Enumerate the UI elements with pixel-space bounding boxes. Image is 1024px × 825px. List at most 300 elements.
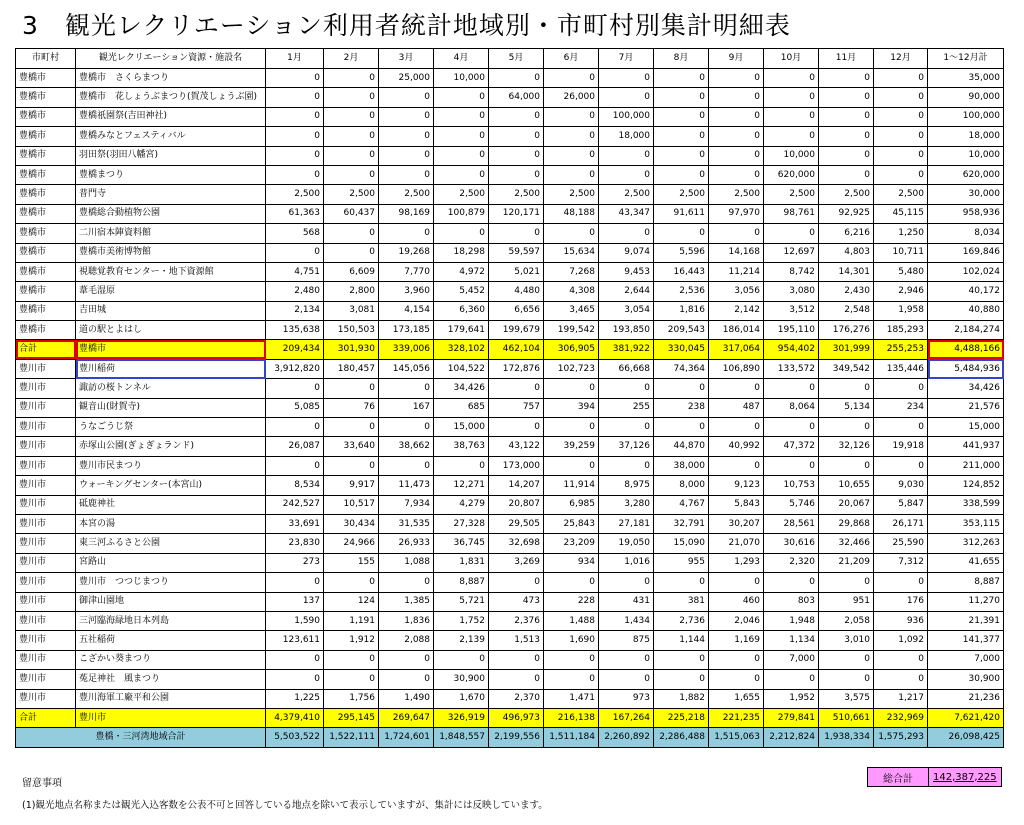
- month-value-cell: 242,527: [266, 495, 324, 514]
- month-value-cell: 10,000: [764, 146, 819, 165]
- month-value-cell: 91,611: [654, 204, 709, 223]
- annual-total-cell: 102,024: [928, 262, 1004, 281]
- column-header: 7月: [599, 49, 654, 69]
- month-value-cell: 462,104: [489, 340, 544, 359]
- month-value-cell: 510,661: [819, 708, 874, 727]
- month-value-cell: 26,087: [266, 437, 324, 456]
- month-value-cell: 0: [434, 456, 489, 475]
- facility-name-cell: 砥鹿神社: [76, 495, 266, 514]
- month-value-cell: 0: [379, 127, 434, 146]
- month-value-cell: 2,500: [709, 185, 764, 204]
- overall-total-box: [867, 767, 1002, 787]
- month-value-cell: 9,074: [599, 243, 654, 262]
- month-value-cell: 24,966: [324, 534, 379, 553]
- table-row: [16, 379, 1004, 398]
- table-row: [16, 534, 1004, 553]
- statistics-table: [15, 48, 1004, 748]
- month-value-cell: 301,930: [324, 340, 379, 359]
- month-value-cell: 0: [324, 165, 379, 184]
- month-value-cell: 38,662: [379, 437, 434, 456]
- annual-total-cell: 34,426: [928, 379, 1004, 398]
- city-cell: 豊橋市: [16, 165, 76, 184]
- month-value-cell: 255,253: [874, 340, 928, 359]
- month-value-cell: 0: [434, 146, 489, 165]
- month-value-cell: 185,293: [874, 321, 928, 340]
- city-cell: 豊橋市: [16, 262, 76, 281]
- month-value-cell: 0: [266, 243, 324, 262]
- city-cell: 豊橋市: [16, 107, 76, 126]
- month-value-cell: 0: [819, 650, 874, 669]
- table-row: [16, 650, 1004, 669]
- month-value-cell: 104,522: [434, 359, 489, 378]
- month-value-cell: 0: [324, 650, 379, 669]
- month-value-cell: 757: [489, 398, 544, 417]
- month-value-cell: 9,917: [324, 476, 379, 495]
- month-value-cell: 26,171: [874, 514, 928, 533]
- month-value-cell: 1,488: [544, 611, 599, 630]
- table-row: [16, 301, 1004, 320]
- city-cell: 豊橋市: [16, 69, 76, 88]
- month-value-cell: 32,126: [819, 437, 874, 456]
- month-value-cell: 26,000: [544, 88, 599, 107]
- month-value-cell: 0: [764, 456, 819, 475]
- city-cell: 豊橋市: [16, 301, 76, 320]
- annual-total-cell: 30,900: [928, 670, 1004, 689]
- grand-total-value: 2,199,556: [489, 728, 544, 747]
- month-value-cell: 0: [489, 127, 544, 146]
- month-value-cell: 18,000: [599, 127, 654, 146]
- month-value-cell: 7,268: [544, 262, 599, 281]
- city-cell: 豊川市: [16, 456, 76, 475]
- month-value-cell: 0: [654, 165, 709, 184]
- city-cell: 豊川市: [16, 379, 76, 398]
- month-value-cell: 180,457: [324, 359, 379, 378]
- month-value-cell: 5,746: [764, 495, 819, 514]
- month-value-cell: 167,264: [599, 708, 654, 727]
- table-row: [16, 553, 1004, 572]
- month-value-cell: 394: [544, 398, 599, 417]
- facility-name-cell: 豊橋みなとフェスティバル: [76, 127, 266, 146]
- month-value-cell: 0: [599, 88, 654, 107]
- month-value-cell: 176,276: [819, 321, 874, 340]
- month-value-cell: 0: [266, 165, 324, 184]
- month-value-cell: 5,085: [266, 398, 324, 417]
- month-value-cell: 1,225: [266, 689, 324, 708]
- city-cell: 豊橋市: [16, 146, 76, 165]
- month-value-cell: 8,064: [764, 398, 819, 417]
- month-value-cell: 33,640: [324, 437, 379, 456]
- month-value-cell: 0: [324, 224, 379, 243]
- annual-total-cell: 35,000: [928, 69, 1004, 88]
- month-value-cell: 7,934: [379, 495, 434, 514]
- month-value-cell: 0: [266, 456, 324, 475]
- facility-name-cell: 普門寺: [76, 185, 266, 204]
- facility-name-cell: 五社稲荷: [76, 631, 266, 650]
- month-value-cell: 6,985: [544, 495, 599, 514]
- facility-name-cell: 羽田祭(羽田八幡宮): [76, 146, 266, 165]
- table-row: [16, 611, 1004, 630]
- month-value-cell: 0: [709, 456, 764, 475]
- month-value-cell: 173,000: [489, 456, 544, 475]
- month-value-cell: 6,656: [489, 301, 544, 320]
- month-value-cell: 0: [654, 418, 709, 437]
- month-value-cell: 27,328: [434, 514, 489, 533]
- column-header: 2月: [324, 49, 379, 69]
- month-value-cell: 0: [654, 69, 709, 88]
- table-row: [16, 631, 1004, 650]
- grand-total-value: 5,503,522: [266, 728, 324, 747]
- annual-total-cell: 21,576: [928, 398, 1004, 417]
- facility-name-cell: 葦毛湿原: [76, 282, 266, 301]
- month-value-cell: 0: [654, 573, 709, 592]
- grand-total-value: 1,515,063: [709, 728, 764, 747]
- month-value-cell: 97,970: [709, 204, 764, 223]
- annual-total-cell: 11,270: [928, 592, 1004, 611]
- month-value-cell: 0: [819, 573, 874, 592]
- month-value-cell: 38,763: [434, 437, 489, 456]
- month-value-cell: 3,575: [819, 689, 874, 708]
- month-value-cell: 45,115: [874, 204, 928, 223]
- month-value-cell: 0: [324, 88, 379, 107]
- annual-total-cell: 8,887: [928, 573, 1004, 592]
- grand-total-value: 1,575,293: [874, 728, 928, 747]
- month-value-cell: 620,000: [764, 165, 819, 184]
- month-value-cell: 381,922: [599, 340, 654, 359]
- month-value-cell: 0: [599, 379, 654, 398]
- month-value-cell: 8,742: [764, 262, 819, 281]
- month-value-cell: 328,102: [434, 340, 489, 359]
- month-value-cell: 0: [266, 670, 324, 689]
- month-value-cell: 0: [709, 418, 764, 437]
- month-value-cell: 0: [599, 670, 654, 689]
- facility-name-cell: 豊川海軍工廠平和公園: [76, 689, 266, 708]
- month-value-cell: 20,807: [489, 495, 544, 514]
- month-value-cell: 0: [709, 650, 764, 669]
- month-value-cell: 0: [266, 573, 324, 592]
- month-value-cell: 301,999: [819, 340, 874, 359]
- month-value-cell: 7,312: [874, 553, 928, 572]
- month-value-cell: 238: [654, 398, 709, 417]
- annual-total-cell: 353,115: [928, 514, 1004, 533]
- month-value-cell: 32,698: [489, 534, 544, 553]
- month-value-cell: 1,513: [489, 631, 544, 650]
- month-value-cell: 2,134: [266, 301, 324, 320]
- month-value-cell: 2,946: [874, 282, 928, 301]
- month-value-cell: 30,207: [709, 514, 764, 533]
- month-value-cell: 2,500: [434, 185, 489, 204]
- month-value-cell: 0: [544, 146, 599, 165]
- month-value-cell: 216,138: [544, 708, 599, 727]
- month-value-cell: 0: [654, 224, 709, 243]
- column-header: 観光レクリエーション資源・施設名: [76, 49, 266, 69]
- month-value-cell: 23,209: [544, 534, 599, 553]
- month-value-cell: 568: [266, 224, 324, 243]
- month-value-cell: 295,145: [324, 708, 379, 727]
- annual-total-cell: 2,184,274: [928, 321, 1004, 340]
- month-value-cell: 2,480: [266, 282, 324, 301]
- month-value-cell: 135,446: [874, 359, 928, 378]
- month-value-cell: 106,890: [709, 359, 764, 378]
- month-value-cell: 1,134: [764, 631, 819, 650]
- month-value-cell: 0: [266, 418, 324, 437]
- annual-total-cell: 441,937: [928, 437, 1004, 456]
- table-row: [16, 418, 1004, 437]
- month-value-cell: 1,434: [599, 611, 654, 630]
- month-value-cell: 0: [379, 670, 434, 689]
- subtotal-row: [16, 708, 1004, 727]
- column-header: 4月: [434, 49, 489, 69]
- month-value-cell: 0: [489, 224, 544, 243]
- month-value-cell: 0: [489, 650, 544, 669]
- month-value-cell: 6,360: [434, 301, 489, 320]
- month-value-cell: 40,992: [709, 437, 764, 456]
- month-value-cell: 0: [709, 165, 764, 184]
- month-value-cell: 15,090: [654, 534, 709, 553]
- month-value-cell: 199,679: [489, 321, 544, 340]
- month-value-cell: 26,933: [379, 534, 434, 553]
- month-value-cell: 102,723: [544, 359, 599, 378]
- month-value-cell: 0: [544, 418, 599, 437]
- facility-name-cell: 豊橋市美術博物館: [76, 243, 266, 262]
- month-value-cell: 2,536: [654, 282, 709, 301]
- month-value-cell: 7,770: [379, 262, 434, 281]
- month-value-cell: 0: [379, 456, 434, 475]
- facility-name-cell: 豊川市: [76, 708, 266, 727]
- facility-name-cell: こざかい葵まつり: [76, 650, 266, 669]
- facility-name-cell: 吉田城: [76, 301, 266, 320]
- annual-total-cell: 21,236: [928, 689, 1004, 708]
- month-value-cell: 0: [324, 107, 379, 126]
- month-value-cell: 15,634: [544, 243, 599, 262]
- month-value-cell: 0: [266, 69, 324, 88]
- month-value-cell: 317,064: [709, 340, 764, 359]
- month-value-cell: 15,000: [434, 418, 489, 437]
- month-value-cell: 2,500: [544, 185, 599, 204]
- month-value-cell: 2,500: [266, 185, 324, 204]
- annual-total-cell: 40,172: [928, 282, 1004, 301]
- month-value-cell: 1,756: [324, 689, 379, 708]
- facility-name-cell: 諏訪の桜トンネル: [76, 379, 266, 398]
- month-value-cell: 0: [379, 650, 434, 669]
- month-value-cell: 0: [874, 88, 928, 107]
- month-value-cell: 25,590: [874, 534, 928, 553]
- month-value-cell: 0: [764, 88, 819, 107]
- city-cell: 豊川市: [16, 437, 76, 456]
- month-value-cell: 133,572: [764, 359, 819, 378]
- month-value-cell: 176: [874, 592, 928, 611]
- month-value-cell: 1,217: [874, 689, 928, 708]
- month-value-cell: 1,952: [764, 689, 819, 708]
- month-value-cell: 193,850: [599, 321, 654, 340]
- month-value-cell: 330,045: [654, 340, 709, 359]
- month-value-cell: 431: [599, 592, 654, 611]
- month-value-cell: 31,535: [379, 514, 434, 533]
- month-value-cell: 209,434: [266, 340, 324, 359]
- month-value-cell: 11,214: [709, 262, 764, 281]
- month-value-cell: 269,647: [379, 708, 434, 727]
- month-value-cell: 279,841: [764, 708, 819, 727]
- city-cell: 豊橋市: [16, 185, 76, 204]
- month-value-cell: 21,070: [709, 534, 764, 553]
- month-value-cell: 5,021: [489, 262, 544, 281]
- grand-total-value: 1,938,334: [819, 728, 874, 747]
- month-value-cell: 0: [654, 650, 709, 669]
- month-value-cell: 326,919: [434, 708, 489, 727]
- month-value-cell: 0: [544, 165, 599, 184]
- table-row: [16, 243, 1004, 262]
- month-value-cell: 0: [599, 224, 654, 243]
- month-value-cell: 0: [434, 650, 489, 669]
- month-value-cell: 150,503: [324, 321, 379, 340]
- table-row: [16, 495, 1004, 514]
- month-value-cell: 0: [544, 127, 599, 146]
- column-header: 5月: [489, 49, 544, 69]
- month-value-cell: 5,452: [434, 282, 489, 301]
- column-header: 6月: [544, 49, 599, 69]
- city-cell: 豊橋市: [16, 127, 76, 146]
- table-row: [16, 592, 1004, 611]
- grand-total-value: 2,260,892: [599, 728, 654, 747]
- month-value-cell: 25,000: [379, 69, 434, 88]
- month-value-cell: 473: [489, 592, 544, 611]
- table-row: [16, 127, 1004, 146]
- month-value-cell: 973: [599, 689, 654, 708]
- month-value-cell: 0: [544, 69, 599, 88]
- month-value-cell: 10,711: [874, 243, 928, 262]
- month-value-cell: 199,542: [544, 321, 599, 340]
- month-value-cell: 0: [764, 224, 819, 243]
- month-value-cell: 0: [819, 456, 874, 475]
- month-value-cell: 875: [599, 631, 654, 650]
- month-value-cell: 4,972: [434, 262, 489, 281]
- facility-name-cell: 東三河ふるさと公園: [76, 534, 266, 553]
- month-value-cell: 7,000: [764, 650, 819, 669]
- month-value-cell: 0: [709, 88, 764, 107]
- month-value-cell: 954,402: [764, 340, 819, 359]
- annual-total-cell: 312,263: [928, 534, 1004, 553]
- notes-line-1: (1)観光地点名称または観光入込客数を公表不可と回答している地点を除いて表示していますが、集計には反映しています。: [22, 800, 548, 811]
- month-value-cell: 0: [266, 650, 324, 669]
- month-value-cell: 2,500: [764, 185, 819, 204]
- column-header: 9月: [709, 49, 764, 69]
- month-value-cell: 9,453: [599, 262, 654, 281]
- table-header-row: [16, 49, 1004, 69]
- table-row: [16, 689, 1004, 708]
- table-row: [16, 456, 1004, 475]
- month-value-cell: 3,912,820: [266, 359, 324, 378]
- annual-total-cell: 620,000: [928, 165, 1004, 184]
- table-row: [16, 398, 1004, 417]
- month-value-cell: 0: [599, 69, 654, 88]
- grand-total-value: 1,511,184: [544, 728, 599, 747]
- facility-name-cell: 豊川市 つつじまつり: [76, 573, 266, 592]
- month-value-cell: 137: [266, 592, 324, 611]
- month-value-cell: 14,207: [489, 476, 544, 495]
- month-value-cell: 0: [324, 456, 379, 475]
- month-value-cell: 1,016: [599, 553, 654, 572]
- month-value-cell: 0: [599, 456, 654, 475]
- month-value-cell: 0: [764, 127, 819, 146]
- month-value-cell: 0: [489, 165, 544, 184]
- month-value-cell: 460: [709, 592, 764, 611]
- month-value-cell: 0: [709, 146, 764, 165]
- month-value-cell: 5,480: [874, 262, 928, 281]
- month-value-cell: 685: [434, 398, 489, 417]
- month-value-cell: 1,752: [434, 611, 489, 630]
- annual-total-cell: 10,000: [928, 146, 1004, 165]
- month-value-cell: 172,876: [489, 359, 544, 378]
- table-row: [16, 573, 1004, 592]
- month-value-cell: 0: [874, 418, 928, 437]
- month-value-cell: 0: [324, 127, 379, 146]
- month-value-cell: 0: [544, 224, 599, 243]
- month-value-cell: 0: [379, 224, 434, 243]
- month-value-cell: 0: [489, 379, 544, 398]
- month-value-cell: 2,320: [764, 553, 819, 572]
- month-value-cell: 2,058: [819, 611, 874, 630]
- month-value-cell: 8,975: [599, 476, 654, 495]
- annual-total-cell: 90,000: [928, 88, 1004, 107]
- month-value-cell: 27,181: [599, 514, 654, 533]
- column-header: 1月: [266, 49, 324, 69]
- month-value-cell: 1,836: [379, 611, 434, 630]
- month-value-cell: 0: [324, 418, 379, 437]
- month-value-cell: 349,542: [819, 359, 874, 378]
- month-value-cell: 0: [874, 146, 928, 165]
- month-value-cell: 0: [379, 88, 434, 107]
- month-value-cell: 0: [874, 69, 928, 88]
- month-value-cell: 0: [379, 418, 434, 437]
- month-value-cell: 0: [654, 107, 709, 126]
- month-value-cell: 0: [709, 379, 764, 398]
- month-value-cell: 0: [764, 69, 819, 88]
- month-value-cell: 2,376: [489, 611, 544, 630]
- month-value-cell: 19,268: [379, 243, 434, 262]
- month-value-cell: 32,466: [819, 534, 874, 553]
- month-value-cell: 0: [599, 146, 654, 165]
- month-value-cell: 0: [874, 573, 928, 592]
- month-value-cell: 4,154: [379, 301, 434, 320]
- city-cell: 豊川市: [16, 611, 76, 630]
- month-value-cell: 0: [544, 573, 599, 592]
- table-row: [16, 437, 1004, 456]
- month-value-cell: 0: [599, 418, 654, 437]
- page-title: 3 観光レクリエーション利用者統計地域別・市町村別集計明細表: [22, 11, 791, 40]
- month-value-cell: 1,882: [654, 689, 709, 708]
- notes-heading: 留意事項: [22, 778, 62, 789]
- month-value-cell: 98,169: [379, 204, 434, 223]
- month-value-cell: 10,000: [434, 69, 489, 88]
- month-value-cell: 124: [324, 592, 379, 611]
- month-value-cell: 936: [874, 611, 928, 630]
- month-value-cell: 5,843: [709, 495, 764, 514]
- month-value-cell: 0: [599, 650, 654, 669]
- month-value-cell: 0: [266, 88, 324, 107]
- month-value-cell: 2,142: [709, 301, 764, 320]
- table-row: [16, 204, 1004, 223]
- month-value-cell: 0: [489, 418, 544, 437]
- overall-total-label: 総合計: [868, 768, 929, 787]
- month-value-cell: 0: [544, 456, 599, 475]
- month-value-cell: 3,010: [819, 631, 874, 650]
- month-value-cell: 120,171: [489, 204, 544, 223]
- table-row: [16, 185, 1004, 204]
- month-value-cell: 0: [709, 670, 764, 689]
- month-value-cell: 39,259: [544, 437, 599, 456]
- month-value-cell: 4,803: [819, 243, 874, 262]
- month-value-cell: 1,092: [874, 631, 928, 650]
- month-value-cell: 0: [764, 418, 819, 437]
